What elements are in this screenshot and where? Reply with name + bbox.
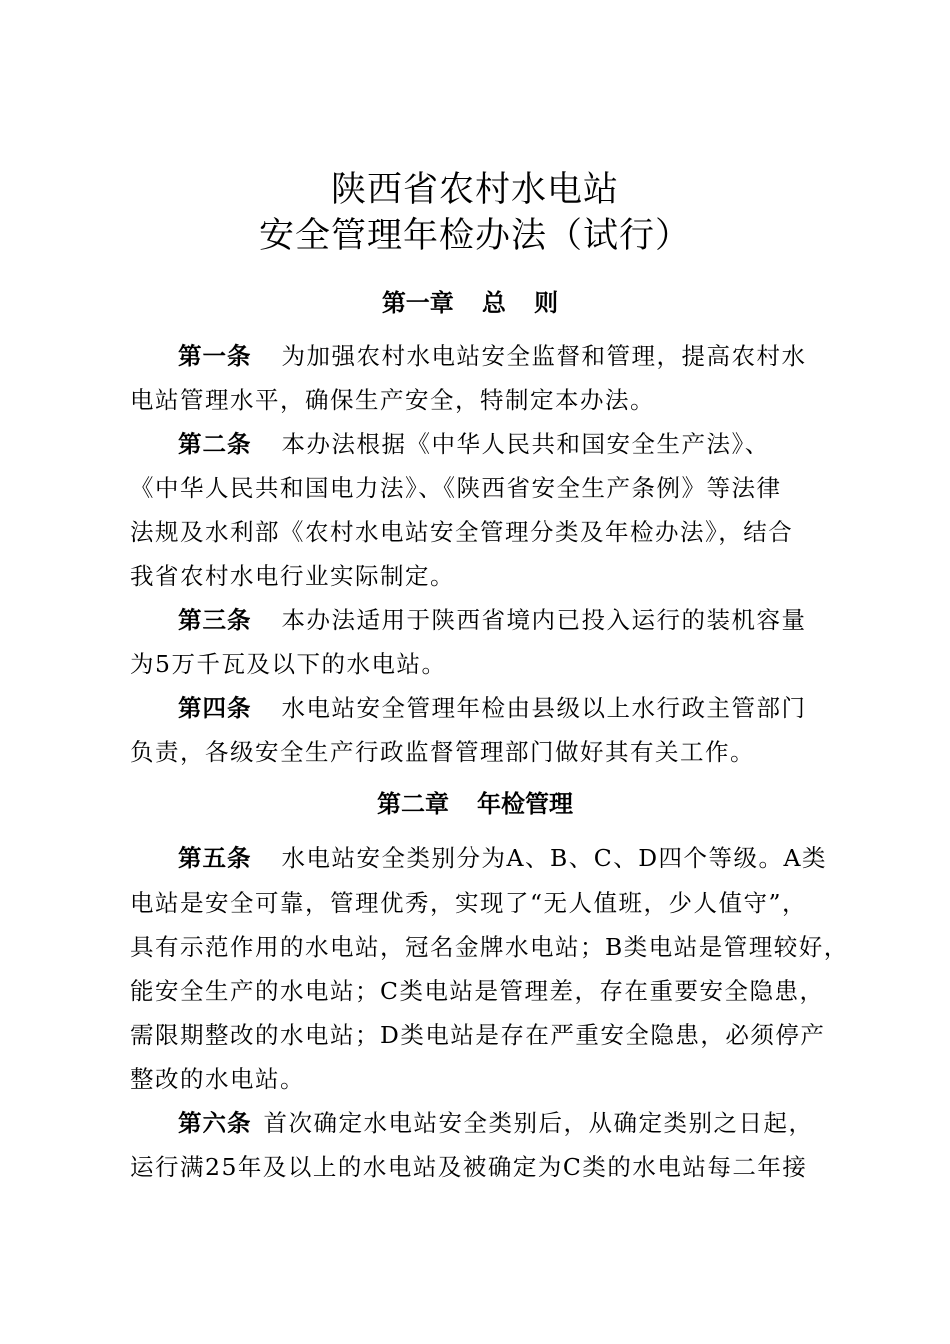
article-text: 首次确定水电站安全类别后，从确定类别之日起， (263, 1109, 814, 1137)
article-label: 第一条 (178, 342, 252, 370)
article-text: 为加强农村水电站安全监督和管理，提高农村水 (281, 342, 807, 370)
article-2-line-2: 《中华人民共和国电力法》、《陕西省安全生产条例》等法律 (130, 474, 782, 502)
article-4-line-2: 负责，各级安全生产行政监督管理部门做好其有关工作。 (130, 738, 755, 766)
document-title-line-1: 陕西省农村水电站 (330, 170, 619, 210)
article-1-line-2: 电站管理水平，确保生产安全，特制定本办法。 (130, 386, 655, 414)
article-text: 水电站安全管理年检由县级以上水行政主管部门 (281, 694, 807, 722)
chapter-heading-1 (0, 287, 950, 319)
article-label: 第六条 (178, 1109, 252, 1137)
article-1-line-1 (178, 340, 850, 372)
chapter-heading-2 (0, 788, 950, 820)
article-5-line-4: 能安全生产的水电站；C类电站是管理差，存在重要安全隐患， (130, 977, 825, 1005)
chapter-label: 第二章 (377, 790, 449, 818)
article-5-line-2: 电站是安全可靠，管理优秀，实现了“无人值班，少人值守”， (130, 889, 808, 917)
article-5-line-6: 整改的水电站。 (130, 1065, 305, 1093)
chapter-name: 年检管理 (477, 790, 573, 818)
article-6-line-1 (178, 1107, 850, 1139)
article-3-line-1 (178, 604, 850, 636)
chapter-name: 总 则 (481, 289, 569, 317)
article-label: 第四条 (178, 694, 252, 722)
document-title-line-2: 安全管理年检办法（试行） (258, 216, 691, 256)
article-5-line-3: 具有示范作用的水电站，冠名金牌水电站；B类电站是管理较好， (130, 933, 849, 961)
article-5-line-1 (178, 842, 850, 874)
article-2-line-1 (178, 428, 850, 460)
article-label: 第二条 (178, 430, 252, 458)
article-text: 本办法适用于陕西省境内已投入运行的装机容量 (281, 606, 807, 634)
article-text: 水电站安全类别分为A、B、C、D四个等级。A类 (281, 844, 828, 872)
article-2-line-4: 我省农村水电行业实际制定。 (130, 562, 455, 590)
article-text: 本办法根据《中华人民共和国安全生产法》、 (281, 430, 770, 458)
article-label: 第三条 (178, 606, 252, 634)
article-4-line-1 (178, 692, 850, 724)
article-label: 第五条 (178, 844, 252, 872)
article-3-line-2: 为5万千瓦及以下的水电站。 (130, 650, 447, 678)
chapter-label: 第一章 (381, 289, 454, 317)
article-2-line-3: 法规及水利部《农村水电站安全管理分类及年检办法》，结合 (130, 518, 794, 546)
article-5-line-5: 需限期整改的水电站；D类电站是存在严重安全隐患，必须停产 (130, 1021, 826, 1049)
article-6-line-2: 运行满25年及以上的水电站及被确定为C类的水电站每二年接 (130, 1153, 808, 1181)
